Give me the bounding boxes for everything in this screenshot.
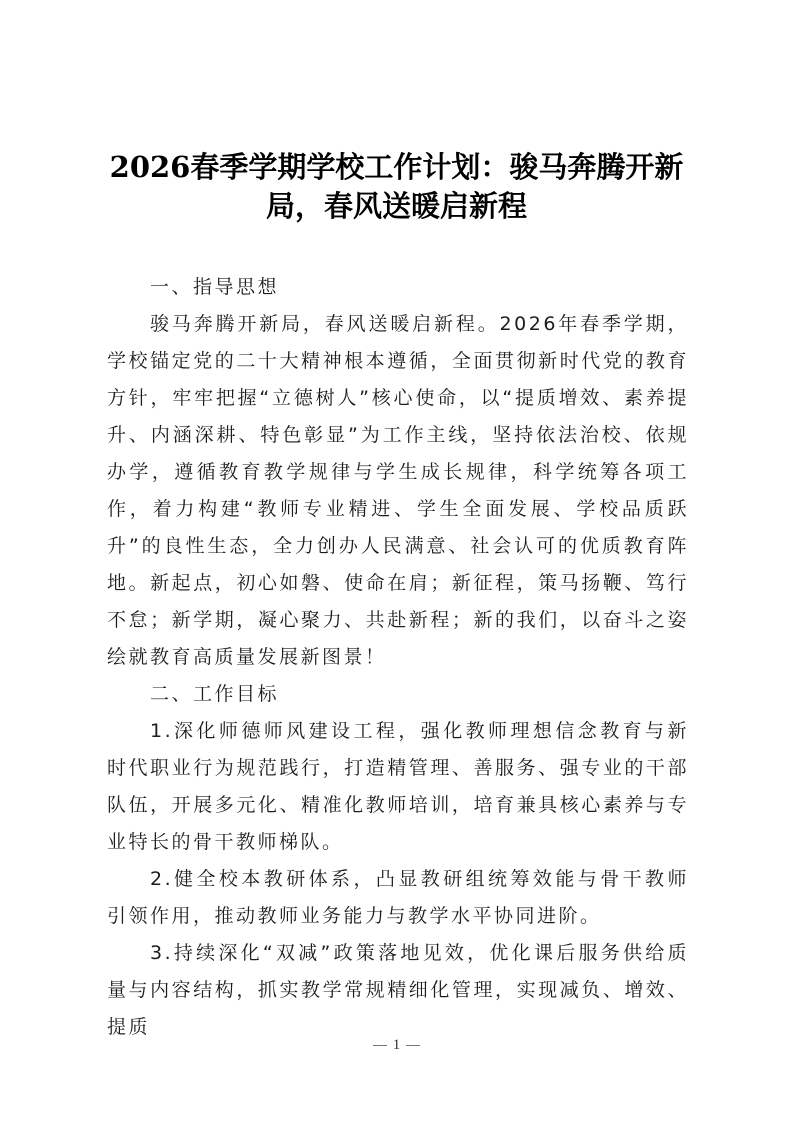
dash-right	[406, 1045, 420, 1046]
paragraph-guiding-ideology: 骏马奔腾开新局，春风送暖启新程。2026年春季学期，学校锚定党的二十大精神根本遵循，全面贯彻新时代党的教育方针，牢牢把握“立德树人”核心使命，以“提质增效、素养提升、内涵深耕、特色彰显”为工作主线，坚持依法治校、依规办学，遵循教育教学规律与学生成长规律，科学统筹各项工作，着力构建“教师专业精进、学生全面发展、学校品质跃升”的良性生态，全力创办人民满意、社会认可的优质教育阵地。新起点，初心如磐、使命在肩；新征程，策马扬鞭、笃行不怠；新学期，凝心聚力、共赴新程；新的我们，以奋斗之姿绘就教育高质量发展新图景！	[107, 313, 689, 668]
paragraph-goal-1: 1.深化师德师风建设工程，强化教师理想信念教育与新时代职业行为规范践行，打造精管理、善服务、强专业的干部队伍，开展多元化、精准化教师培训，培育兼具核心素养与专业特长的骨干教师梯队。	[107, 720, 689, 853]
dash-left	[373, 1045, 387, 1046]
section-heading-guiding-ideology: 一、指导思想	[150, 276, 280, 298]
page-footer	[0, 1037, 793, 1054]
document-title: 2026春季学期学校工作计划：骏马奔腾开新局，春风送暖启新程	[109, 150, 684, 223]
document-body	[107, 269, 689, 1046]
section-heading-work-goals: 二、工作目标	[150, 683, 280, 705]
page-number: 1	[392, 1037, 401, 1053]
paragraph-goal-2: 2.健全校本教研体系，凸显教研组统筹效能与骨干教师引领作用，推动教师业务能力与教学水平协同进阶。	[107, 868, 689, 927]
paragraph-goal-3: 3.持续深化“双减”政策落地见效，优化课后服务供给质量与内容结构，抓实教学常规精细化管理，实现减负、增效、提质	[107, 942, 689, 1038]
